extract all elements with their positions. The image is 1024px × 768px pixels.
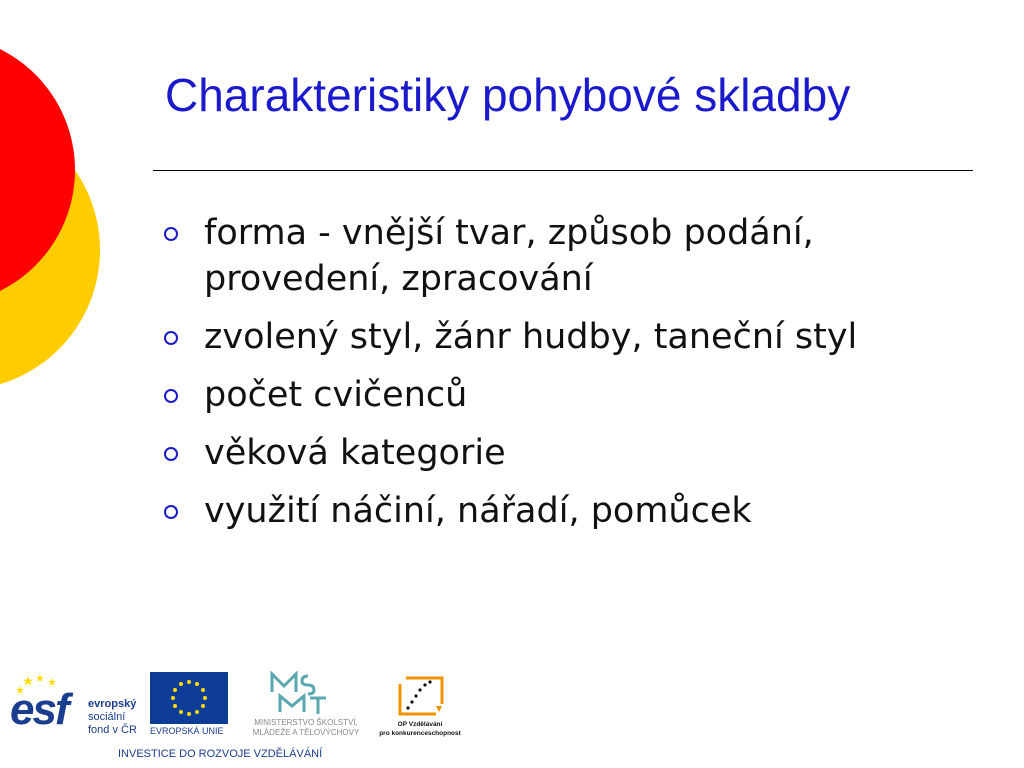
bullet-text: forma - vnější tvar, způsob podání, provedení, zpracování xyxy=(204,213,814,299)
op-vzdelavani-logo-icon xyxy=(396,674,446,718)
bullet-item xyxy=(160,210,960,302)
bullet-item xyxy=(160,430,960,476)
hollow-circle-bullet-icon xyxy=(164,389,178,403)
bullet-text: zvolený styl, žánr hudby, taneční styl xyxy=(204,317,858,357)
slide-title: Charakteristiky pohybové skladby xyxy=(165,69,851,121)
decorative-circles xyxy=(0,0,110,420)
esf-line1: evropský xyxy=(88,698,137,710)
op-line1: OP Vzdělávání xyxy=(397,721,443,728)
esf-line3: fond v ČR xyxy=(88,724,137,736)
hollow-circle-bullet-icon xyxy=(164,331,178,345)
esf-text xyxy=(88,698,137,737)
msmt-logo-icon xyxy=(268,670,340,716)
bullet-text: věková kategorie xyxy=(204,433,506,473)
op-caption xyxy=(372,720,468,738)
msmt-line1: MINISTERSTVO ŠKOLSTVÍ, xyxy=(254,718,358,727)
eu-flag-icon xyxy=(150,672,228,724)
bullet-item xyxy=(160,488,960,534)
eu-caption: EVROPSKÁ UNIE xyxy=(150,726,224,736)
bullet-text: využití náčiní, nářadí, pomůcek xyxy=(204,491,752,531)
footer-logos xyxy=(0,660,480,768)
bullet-list xyxy=(160,210,960,546)
msmt-line2: MLÁDEŽE A TĚLOVÝCHOVY xyxy=(252,728,360,737)
msmt-caption xyxy=(236,718,376,738)
esf-letters: esf xyxy=(10,685,68,734)
op-line2: pro konkurenceschopnost xyxy=(379,730,461,737)
bullet-item xyxy=(160,314,960,360)
esf-line2: sociální xyxy=(88,711,126,723)
bullet-item xyxy=(160,372,960,418)
hollow-circle-bullet-icon xyxy=(164,447,178,461)
bullet-text: počet cvičenců xyxy=(204,375,468,415)
hollow-circle-bullet-icon xyxy=(164,505,178,519)
title-divider xyxy=(153,170,973,171)
hollow-circle-bullet-icon xyxy=(164,227,178,241)
investice-text: INVESTICE DO ROZVOJE VZDĚLÁVÁNÍ xyxy=(118,748,323,760)
